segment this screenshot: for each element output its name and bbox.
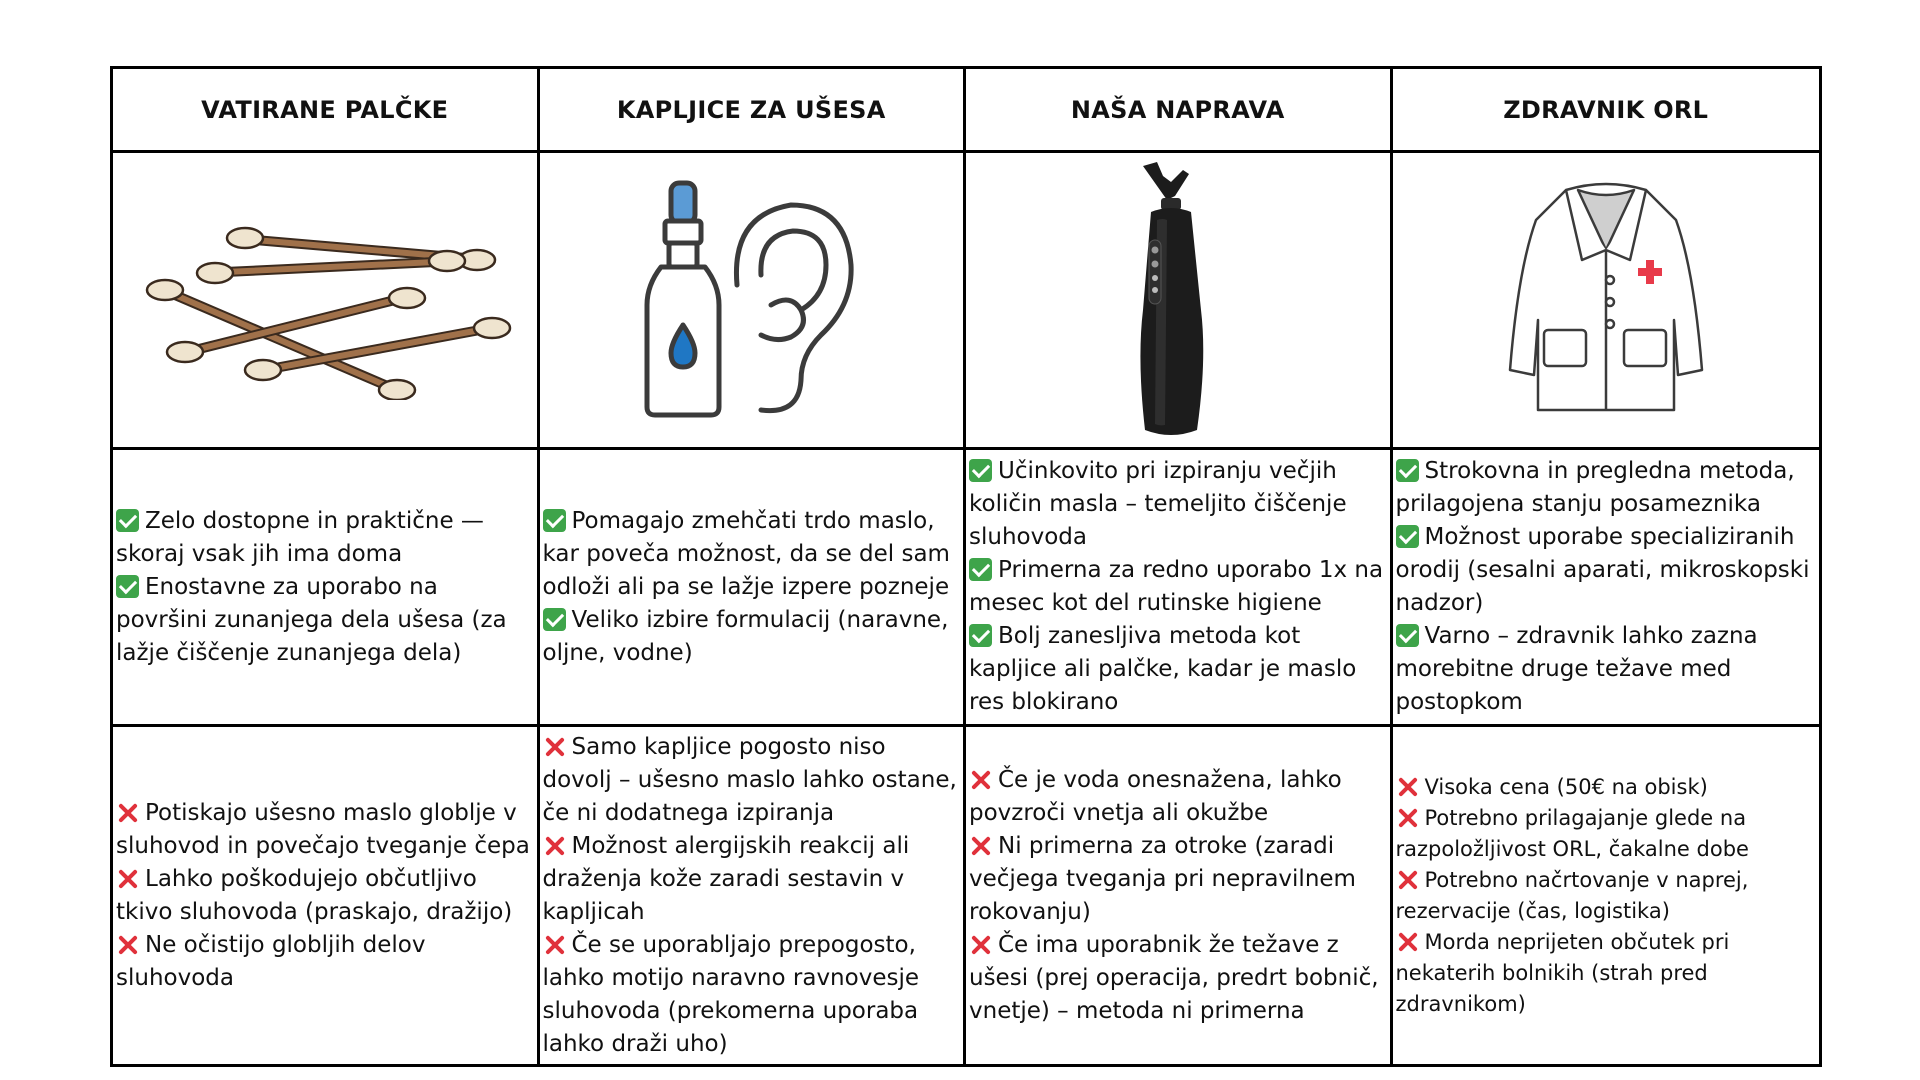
- column-header: [1393, 69, 1820, 153]
- con-item: Potrebno načrtovanje v naprej, rezervacije (čas, logistika): [1395, 867, 1749, 923]
- cons-cell: [113, 727, 540, 1064]
- pro-item: Pomagajo zmehčati trdo maslo, kar poveča možnost, da se del sam odloži ali pa se lažje izpere pozneje: [542, 507, 950, 600]
- pros-cell: [113, 450, 540, 727]
- header-label: NAŠA NAPRAVA: [1070, 95, 1285, 124]
- cross-icon: [1396, 775, 1419, 798]
- pro-item: Enostavne za uporabo na površini zunanjega dela ušesa (za lažje čiščenje zunanjega dela): [116, 573, 507, 666]
- check-icon: [969, 459, 992, 482]
- check-icon: [543, 608, 566, 631]
- image-cell: [966, 153, 1393, 450]
- header-label: VATIRANE PALČKE: [201, 95, 449, 124]
- pro-item: Učinkovito pri izpiranju večjih količin masla – temeljito čiščenje sluhovoda: [969, 458, 1347, 550]
- header-label: ZDRAVNIK ORL: [1503, 95, 1709, 124]
- con-item: Če ima uporabnik že težave z ušesi (prej operacija, predrt bobnič, vnetje) – metoda ni primerna: [969, 931, 1379, 1024]
- cross-icon: [969, 834, 992, 857]
- con-item: Možnost alergijskih reakcij ali draženja kože zaradi sestavin v kapljicah: [542, 832, 910, 925]
- cross-icon: [969, 933, 992, 956]
- pro-item: Veliko izbire formulacij (naravne, oljne, vodne): [542, 606, 949, 666]
- con-item: Samo kapljice pogosto niso dovolj – ušesno maslo lahko ostane, če ni dodatnega izpiranja: [542, 733, 957, 826]
- cross-icon: [116, 933, 139, 956]
- check-icon: [1396, 624, 1419, 647]
- cotton-swabs-icon: [135, 200, 515, 400]
- con-item: Če je voda onesnažena, lahko povzroči vnetja ali okužbe: [969, 766, 1342, 826]
- check-icon: [116, 575, 139, 598]
- cons-cell: [540, 727, 967, 1064]
- pro-item: Zelo dostopne in praktične — skoraj vsak jih ima doma: [116, 507, 484, 567]
- column-header: [966, 69, 1393, 153]
- ear-irrigator-device-icon: [1123, 160, 1233, 440]
- con-item: Visoka cena (50€ na obisk): [1396, 772, 1817, 803]
- image-cell: [113, 153, 540, 450]
- check-icon: [969, 624, 992, 647]
- cross-icon: [1396, 806, 1419, 829]
- pro-item: Možnost uporabe specializiranih orodij (sesalni aparati, mikroskopski nadzor): [1395, 524, 1810, 616]
- check-icon: [1396, 459, 1419, 482]
- header-label: KAPLJICE ZA UŠESA: [616, 95, 886, 124]
- pro-item: Bolj zanesljiva metoda kot kapljice ali palčke, kadar je maslo res blokirano: [969, 623, 1357, 715]
- cons-cell: [966, 727, 1393, 1064]
- cross-icon: [543, 735, 566, 758]
- cross-icon: [116, 801, 139, 824]
- check-icon: [969, 558, 992, 581]
- con-item: Če se uporabljajo prepogosto, lahko motijo naravno ravnovesje sluhovoda (prekomerna uporaba lahko draži uho): [542, 931, 919, 1057]
- pro-item: Primerna za redno uporabo 1x na mesec kot del rutinske higiene: [969, 557, 1384, 616]
- con-item: Morda neprijeten občutek pri nekaterih bolnikih (strah pred zdravnikom): [1395, 929, 1730, 1016]
- cross-icon: [543, 834, 566, 857]
- image-cell: [1393, 153, 1820, 450]
- pros-cell: [1393, 450, 1820, 727]
- pros-cell: [540, 450, 967, 727]
- cross-icon: [1396, 930, 1419, 953]
- check-icon: [543, 509, 566, 532]
- column-header: [540, 69, 967, 153]
- con-item: Potiskajo ušesno maslo globlje v sluhovod in povečajo tveganje čepa: [116, 799, 530, 859]
- pros-cell: [966, 450, 1393, 727]
- cross-icon: [1396, 868, 1419, 891]
- pro-item: Varno – zdravnik lahko zazna morebitne druge težave med postopkom: [1395, 623, 1758, 715]
- column-header: [113, 69, 540, 153]
- check-icon: [116, 509, 139, 532]
- cross-icon: [543, 933, 566, 956]
- cons-cell: [1393, 727, 1820, 1064]
- con-item: Lahko poškodujejo občutljivo tkivo sluhovoda (praskajo, dražijo): [116, 865, 513, 925]
- ear-drops-icon: [641, 175, 861, 425]
- pro-item: Strokovna in pregledna metoda, prilagojena stanju posameznika: [1395, 458, 1795, 517]
- con-item: Ne očistijo globljih delov sluhovoda: [116, 931, 426, 991]
- con-item: Ni primerna za otroke (zaradi večjega tveganja pri nepravilnem rokovanju): [969, 832, 1356, 925]
- image-cell: [540, 153, 967, 450]
- comparison-table: [110, 66, 1822, 1067]
- doctor-coat-icon: [1506, 170, 1706, 430]
- cross-icon: [969, 768, 992, 791]
- cross-icon: [116, 867, 139, 890]
- con-item: Potrebno prilagajanje glede na razpoložljivost ORL, čakalne dobe: [1395, 805, 1749, 861]
- check-icon: [1396, 525, 1419, 548]
